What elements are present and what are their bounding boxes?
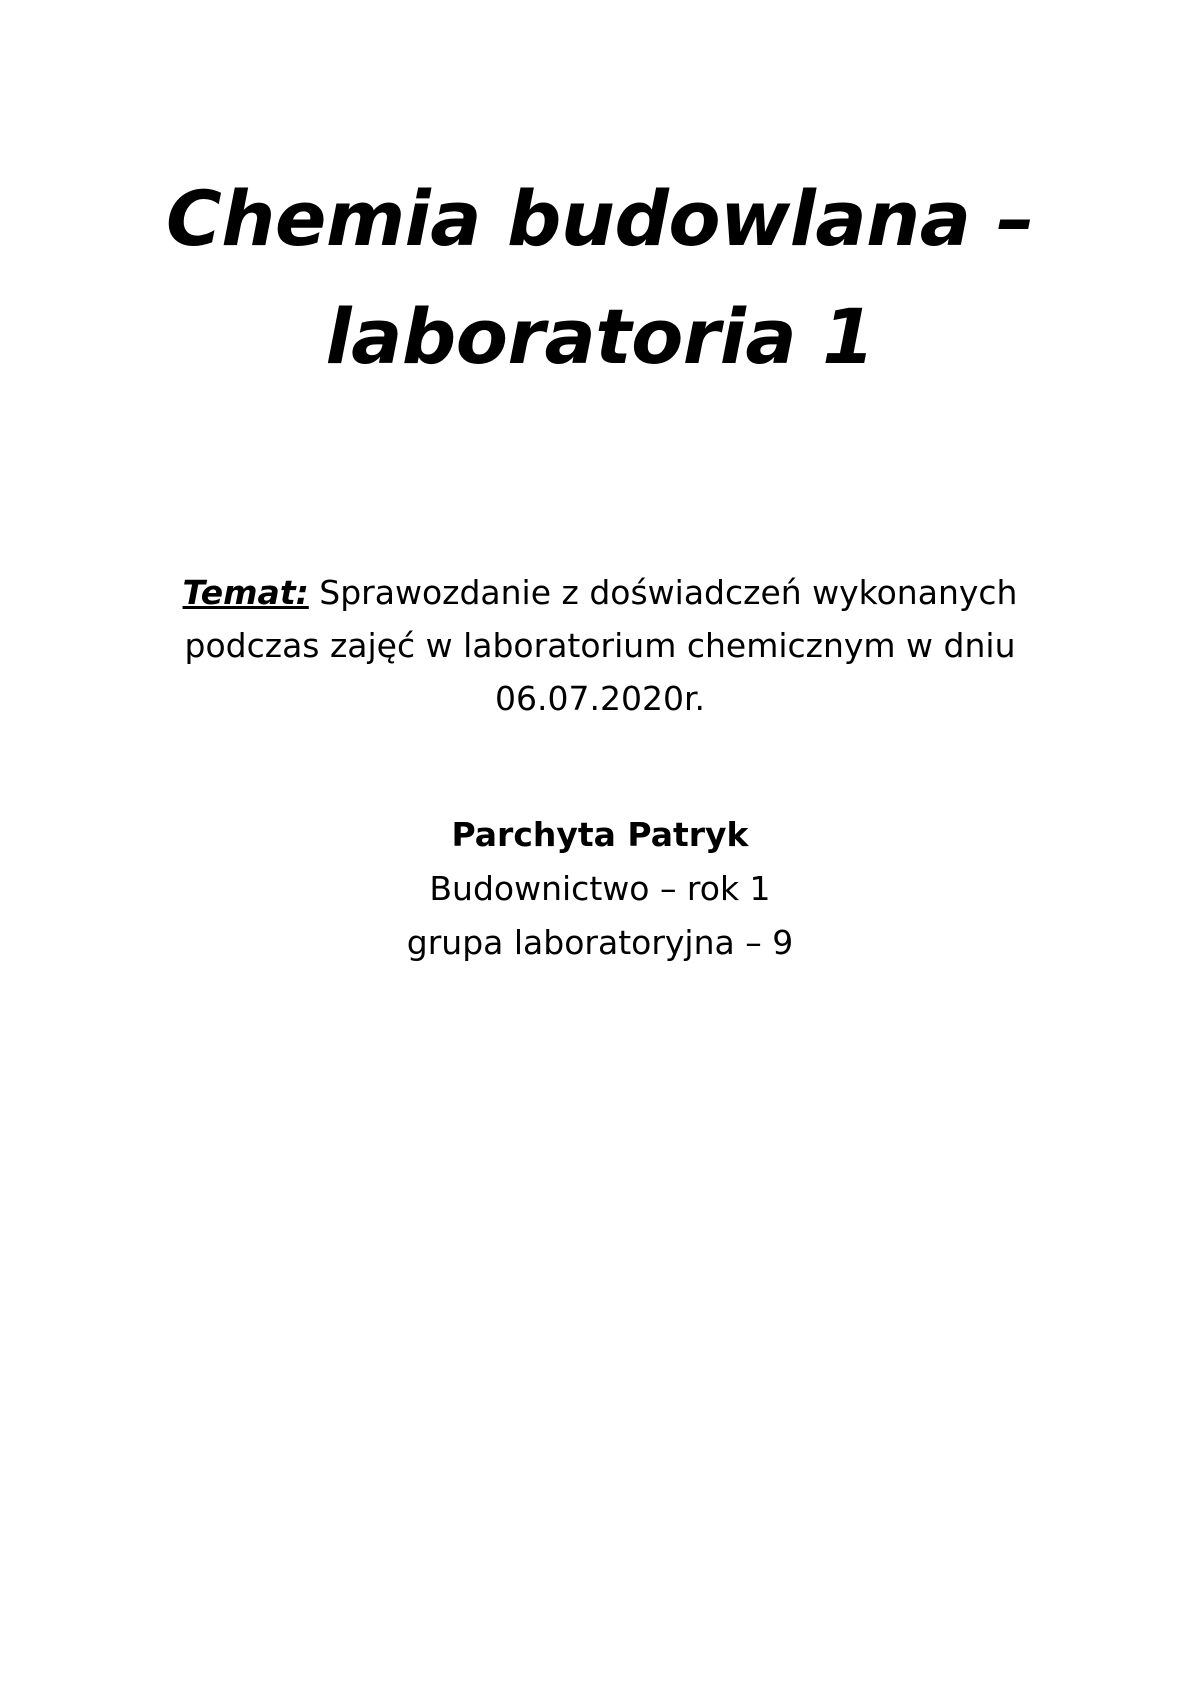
lab-group: grupa laboratoryjna – 9 bbox=[406, 923, 794, 962]
title-line-1: Chemia budowlana – bbox=[166, 174, 1034, 263]
topic-label: Temat: bbox=[182, 573, 309, 612]
topic-line-2: podczas zajęć w laboratorium chemicznym w dniu bbox=[184, 626, 1016, 665]
topic-text-1: Sprawozdanie z doświadczeń wykonanych bbox=[308, 573, 1018, 612]
author-name: Parchyta Patryk bbox=[451, 815, 749, 854]
document-title bbox=[100, 160, 1100, 396]
title-line-2: laboratoria 1 bbox=[325, 292, 875, 381]
topic-line-3: 06.07.2020r. bbox=[495, 679, 705, 718]
topic-paragraph bbox=[150, 566, 1050, 725]
study-field: Budownictwo – rok 1 bbox=[429, 869, 771, 908]
author-block bbox=[150, 808, 1050, 970]
topic-line-1 bbox=[150, 566, 1050, 619]
